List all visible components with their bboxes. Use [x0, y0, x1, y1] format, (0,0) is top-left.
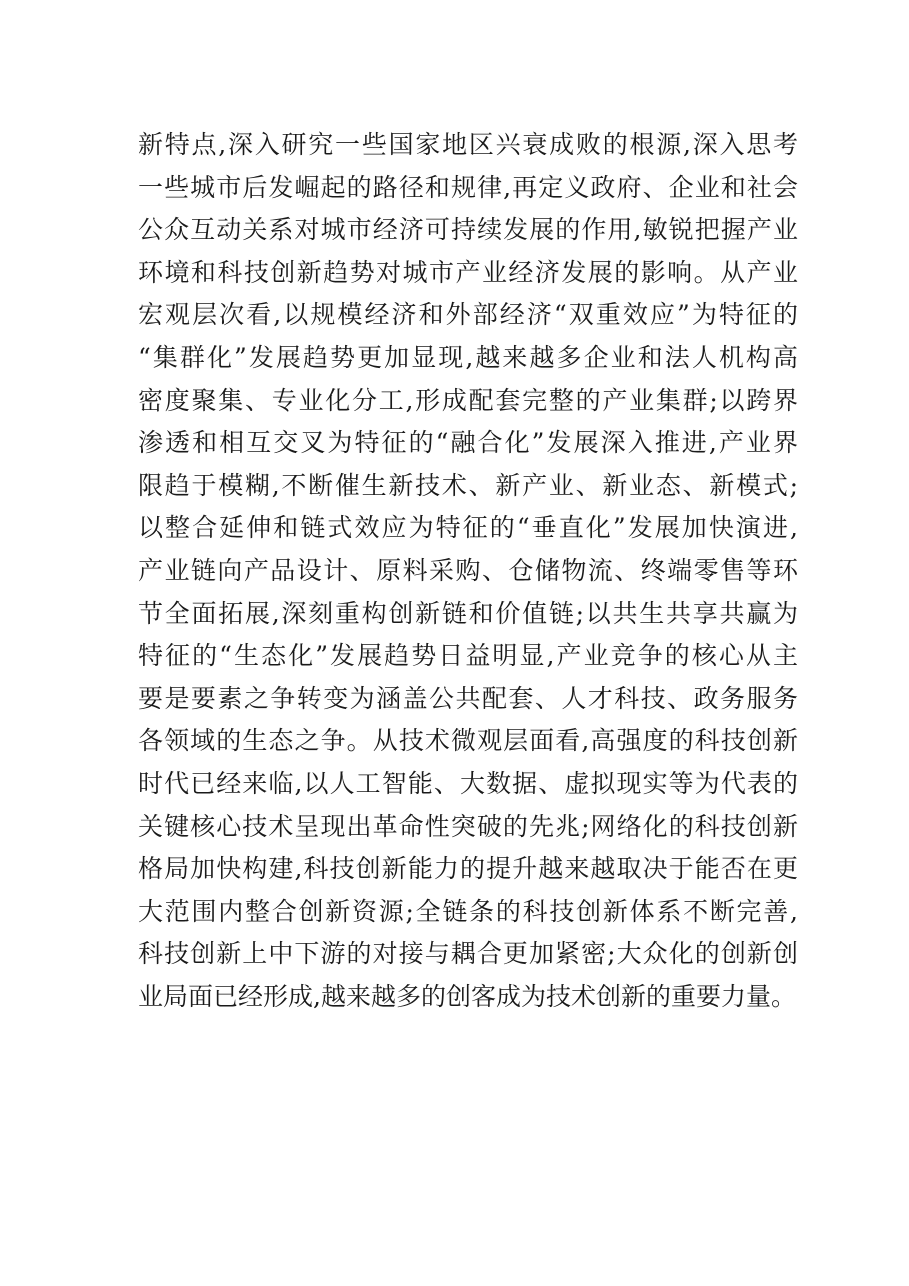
text-line-19: 大范围内整合创新资源;全链条的科技创新体系不断完善,	[138, 896, 798, 926]
text-line-3: 公众互动关系对城市经济可持续发展的作用,敏锐把握产业	[138, 215, 798, 245]
text-line-5: 宏观层次看,以规模经济和外部经济“双重效应”为特征的	[138, 300, 798, 330]
text-line-15: 各领域的生态之争。从技术微观层面看,高强度的科技创新	[138, 726, 798, 756]
text-line-9: 限趋于模糊,不断催生新技术、新产业、新业态、新模式;	[138, 470, 798, 500]
body-paragraph	[138, 124, 798, 1018]
text-line-2: 一些城市后发崛起的路径和规律,再定义政府、企业和社会	[138, 172, 798, 202]
text-line-11: 产业链向产品设计、原料采购、仓储物流、终端零售等环	[138, 555, 798, 585]
text-line-12: 节全面拓展,深刻重构创新链和价值链;以共生共享共赢为	[138, 598, 798, 628]
text-line-20: 科技创新上中下游的对接与耦合更加紧密;大众化的创新创	[138, 939, 798, 969]
text-line-14: 要是要素之争转变为涵盖公共配套、人才科技、政务服务	[138, 683, 798, 713]
text-line-18: 格局加快构建,科技创新能力的提升越来越取决于能否在更	[138, 854, 798, 884]
text-line-6: “集群化”发展趋势更加显现,越来越多企业和法人机构高	[138, 342, 798, 372]
text-line-13: 特征的“生态化”发展趋势日益明显,产业竞争的核心从主	[138, 641, 798, 671]
text-line-8: 渗透和相互交叉为特征的“融合化”发展深入推进,产业界	[138, 428, 798, 458]
text-line-21: 业局面已经形成,越来越多的创客成为技术创新的重要力量。	[138, 981, 796, 1011]
text-line-16: 时代已经来临,以人工智能、大数据、虚拟现实等为代表的	[138, 768, 798, 798]
text-line-4: 环境和科技创新趋势对城市产业经济发展的影响。从产业	[138, 257, 798, 287]
text-line-10: 以整合延伸和链式效应为特征的“垂直化”发展加快演进,	[138, 513, 798, 543]
text-line-17: 关键核心技术呈现出革命性突破的先兆;网络化的科技创新	[138, 811, 798, 841]
text-line-1: 新特点,深入研究一些国家地区兴衰成败的根源,深入思考	[138, 130, 798, 159]
text-line-7: 密度聚集、专业化分工,形成配套完整的产业集群;以跨界	[138, 385, 798, 415]
